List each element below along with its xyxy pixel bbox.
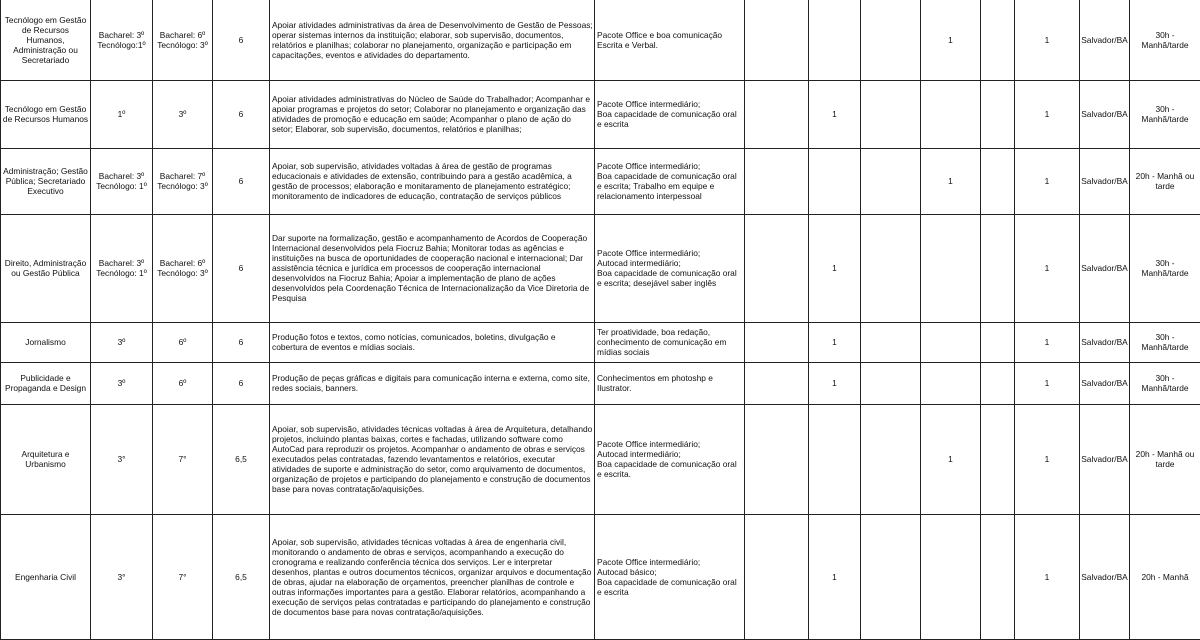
total-cell: 1: [1015, 404, 1080, 514]
empty-cell: [745, 404, 809, 514]
total-cell: 1: [1015, 0, 1080, 80]
empty-cell: [861, 322, 921, 362]
empty-cell: [981, 514, 1015, 639]
activities-cell: Apoiar, sob supervisão, atividades voltadas à área de gestão de programas educacionais e atividades de extensão, contribuindo para a gestão acadêmica, a gestão de processos; elaboração e monitaramento de planejamento estratégico; monitoramento de indicadores de educação, contratação de serviços públicos: [270, 148, 595, 214]
min-semester-cell: 3º: [91, 362, 153, 404]
vacancies-a-cell: [809, 0, 861, 80]
location-cell: Salvador/BA: [1080, 322, 1130, 362]
requirements-cell: Pacote Office intermediário; Autocad intermediário; Boa capacidade de comunicação oral e escrita; desejável saber inglês: [595, 214, 745, 322]
activities-cell: Apoiar, sob supervisão, atividades técnicas voltadas à área de engenharia civil, monitorando o andamento de obras e serviços, acompanhando a execução do cronograma e realizando conferência técnica dos serviços. Ler e interpretar desenhos, plantas e outros documentos técnicos, organizar arquivos e documentação de obras, ajudar na elaboração de orçamentos, preencher planilhas de controle e outras informações importantes para a gestão. Elaborar relatórios, acompanhando a execução de serviços pelas contratadas e participando do planejamento e construção de documentos base para novas contratação/aquisições.: [270, 514, 595, 639]
hours-cell: 6,5: [213, 404, 270, 514]
max-semester-cell: 6º: [153, 362, 213, 404]
vacancies-a-cell: 1: [809, 80, 861, 148]
shift-cell: 30h - Manhã/tarde: [1130, 0, 1200, 80]
table-row: [1, 0, 1200, 80]
table-row: [1, 514, 1200, 639]
course-cell: Administração; Gestão Pública; Secretariado Executivo: [1, 148, 91, 214]
table-row: [1, 148, 1200, 214]
total-cell: 1: [1015, 514, 1080, 639]
empty-cell: [745, 362, 809, 404]
min-semester-cell: Bacharel: 3º Tecnólogo: 1º: [91, 148, 153, 214]
max-semester-cell: 6º: [153, 322, 213, 362]
min-semester-cell: 3º: [91, 322, 153, 362]
vacancies-a-cell: [809, 404, 861, 514]
shift-cell: 20h - Manhã: [1130, 514, 1200, 639]
table-row: [1, 80, 1200, 148]
requirements-cell: Pacote Office intermediário; Autocad básico; Boa capacidade de comunicação oral e escrita: [595, 514, 745, 639]
vacancies-b-cell: [921, 322, 981, 362]
vacancies-b-cell: [921, 214, 981, 322]
location-cell: Salvador/BA: [1080, 214, 1130, 322]
vacancies-a-cell: 1: [809, 362, 861, 404]
shift-cell: 30h - Manhã/tarde: [1130, 80, 1200, 148]
empty-cell: [981, 0, 1015, 80]
vacancies-b-cell: [921, 362, 981, 404]
max-semester-cell: Bacharel: 6º Tecnólogo: 3º: [153, 0, 213, 80]
vacancies-b-cell: 1: [921, 404, 981, 514]
hours-cell: 6: [213, 0, 270, 80]
empty-cell: [861, 362, 921, 404]
empty-cell: [745, 514, 809, 639]
requirements-cell: Pacote Office intermediário; Autocad intermediário; Boa capacidade de comunicação oral e escrita.: [595, 404, 745, 514]
empty-cell: [861, 0, 921, 80]
table-row: [1, 362, 1200, 404]
shift-cell: 20h - Manhã ou tarde: [1130, 148, 1200, 214]
empty-cell: [981, 404, 1015, 514]
table-row: [1, 404, 1200, 514]
empty-cell: [861, 214, 921, 322]
max-semester-cell: 7°: [153, 404, 213, 514]
shift-cell: 30h - Manhã/tarde: [1130, 214, 1200, 322]
shift-cell: 30h - Manhã/tarde: [1130, 362, 1200, 404]
activities-cell: Apoiar atividades administrativas do Núcleo de Saúde do Trabalhador; Acompanhar e apoiar programas e projetos do setor; Colaborar no planejamento e organização das atividades de promoção e educação em saúde; Acompanhar o plano de ação do setor; Elaborar, sob supervisão, documentos, relatórios e planilhas;: [270, 80, 595, 148]
empty-cell: [861, 404, 921, 514]
location-cell: Salvador/BA: [1080, 148, 1130, 214]
requirements-cell: Conhecimentos em photoshp e Ilustrator.: [595, 362, 745, 404]
location-cell: Salvador/BA: [1080, 514, 1130, 639]
max-semester-cell: 3º: [153, 80, 213, 148]
total-cell: 1: [1015, 214, 1080, 322]
requirements-cell: Pacote Office e boa comunicação Escrita e Verbal.: [595, 0, 745, 80]
vacancies-a-cell: [809, 148, 861, 214]
empty-cell: [861, 148, 921, 214]
vacancies-b-cell: 1: [921, 148, 981, 214]
total-cell: 1: [1015, 362, 1080, 404]
hours-cell: 6: [213, 362, 270, 404]
empty-cell: [861, 514, 921, 639]
empty-cell: [745, 214, 809, 322]
empty-cell: [981, 322, 1015, 362]
hours-cell: 6: [213, 148, 270, 214]
location-cell: Salvador/BA: [1080, 404, 1130, 514]
location-cell: Salvador/BA: [1080, 80, 1130, 148]
empty-cell: [981, 148, 1015, 214]
activities-cell: Apoiar, sob supervisão, atividades técnicas voltadas à área de Arquitetura, detalhando projetos, incluindo plantas baixas, cortes e fachadas, utilizando software como AutoCad para reproduzir os projetos. Acompanhar o andamento de obras e serviços executados pelas contratadas, fazendo levantamentos e relatórios, executar atividades de suporte e administração do setor, como arquivamento de documentos, organização de projetos e participando do planejamento e construção de documentos base para novas contratação/aquisições.: [270, 404, 595, 514]
activities-cell: Produção fotos e textos, como notícias, comunicados, boletins, divulgação e cobertura de eventos e mídias sociais.: [270, 322, 595, 362]
vacancies-a-cell: 1: [809, 322, 861, 362]
empty-cell: [861, 80, 921, 148]
course-cell: Tecnólogo em Gestão de Recursos Humanos: [1, 80, 91, 148]
empty-cell: [745, 322, 809, 362]
vacancies-b-cell: 1: [921, 0, 981, 80]
location-cell: Salvador/BA: [1080, 0, 1130, 80]
shift-cell: 30h - Manhã/tarde: [1130, 322, 1200, 362]
table-row: [1, 214, 1200, 322]
min-semester-cell: Bacharel: 3º Tecnólogo: 1º: [91, 214, 153, 322]
empty-cell: [745, 148, 809, 214]
empty-cell: [745, 80, 809, 148]
vacancies-b-cell: [921, 514, 981, 639]
course-cell: Publicidade e Propaganda e Design: [1, 362, 91, 404]
table-body: [1, 0, 1200, 639]
vacancies-a-cell: 1: [809, 514, 861, 639]
max-semester-cell: Bacharel: 6º Tecnólogo: 3º: [153, 214, 213, 322]
course-cell: Tecnólogo em Gestão de Recursos Humanos, Administração ou Secretariado: [1, 0, 91, 80]
min-semester-cell: 3°: [91, 404, 153, 514]
activities-cell: Dar suporte na formalização, gestão e acompanhamento de Acordos de Cooperação Internacional desenvolvidos pela Fiocruz Bahia; Monitorar todas as agências e instituições na busca de oportunidades de cooperação nacional e internacional; Dar assistência técnica e jurídica em processos de cooperação internacional desenvolvidos na Fiocruz Bahia; Apoiar a implementação de plano de ações desenvolvidos pela Coordenação Técnica de Internacionalização da Vice Diretoria de Pesquisa: [270, 214, 595, 322]
hours-cell: 6: [213, 214, 270, 322]
min-semester-cell: Bacharel: 3º Tecnólogo:1º: [91, 0, 153, 80]
course-cell: Arquitetura e Urbanismo: [1, 404, 91, 514]
total-cell: 1: [1015, 148, 1080, 214]
hours-cell: 6: [213, 80, 270, 148]
max-semester-cell: 7°: [153, 514, 213, 639]
shift-cell: 20h - Manhã ou tarde: [1130, 404, 1200, 514]
table-row: [1, 322, 1200, 362]
total-cell: 1: [1015, 322, 1080, 362]
requirements-cell: Pacote Office intermediário; Boa capacidade de comunicação oral e escrita; Trabalho em equipe e relacionamento interpessoal: [595, 148, 745, 214]
min-semester-cell: 1º: [91, 80, 153, 148]
hours-cell: 6: [213, 322, 270, 362]
course-cell: Direito, Administração ou Gestão Pública: [1, 214, 91, 322]
max-semester-cell: Bacharel: 7º Tecnólogo: 3º: [153, 148, 213, 214]
activities-cell: Apoiar atividades administrativas da área de Desenvolvimento de Gestão de Pessoas; operar sistemas internos da instituição; elaborar, sob supervisão, documentos, relatórios e planilhas; colaborar no planejamento, organização e participação em capacitações, eventos e atividades do departamento.: [270, 0, 595, 80]
empty-cell: [981, 362, 1015, 404]
empty-cell: [981, 80, 1015, 148]
requirements-cell: Ter proatividade, boa redação, conhecimento de comunicação em mídias sociais: [595, 322, 745, 362]
empty-cell: [981, 214, 1015, 322]
course-cell: Engenharia Civil: [1, 514, 91, 639]
location-cell: Salvador/BA: [1080, 362, 1130, 404]
min-semester-cell: 3°: [91, 514, 153, 639]
course-cell: Jornalismo: [1, 322, 91, 362]
empty-cell: [745, 0, 809, 80]
requirements-cell: Pacote Office intermediário; Boa capacidade de comunicação oral e escrita: [595, 80, 745, 148]
activities-cell: Produção de peças gráficas e digitais para comunicação interna e externa, como site, redes sociais, banners.: [270, 362, 595, 404]
hours-cell: 6,5: [213, 514, 270, 639]
vacancies-b-cell: [921, 80, 981, 148]
vacancies-a-cell: 1: [809, 214, 861, 322]
total-cell: 1: [1015, 80, 1080, 148]
